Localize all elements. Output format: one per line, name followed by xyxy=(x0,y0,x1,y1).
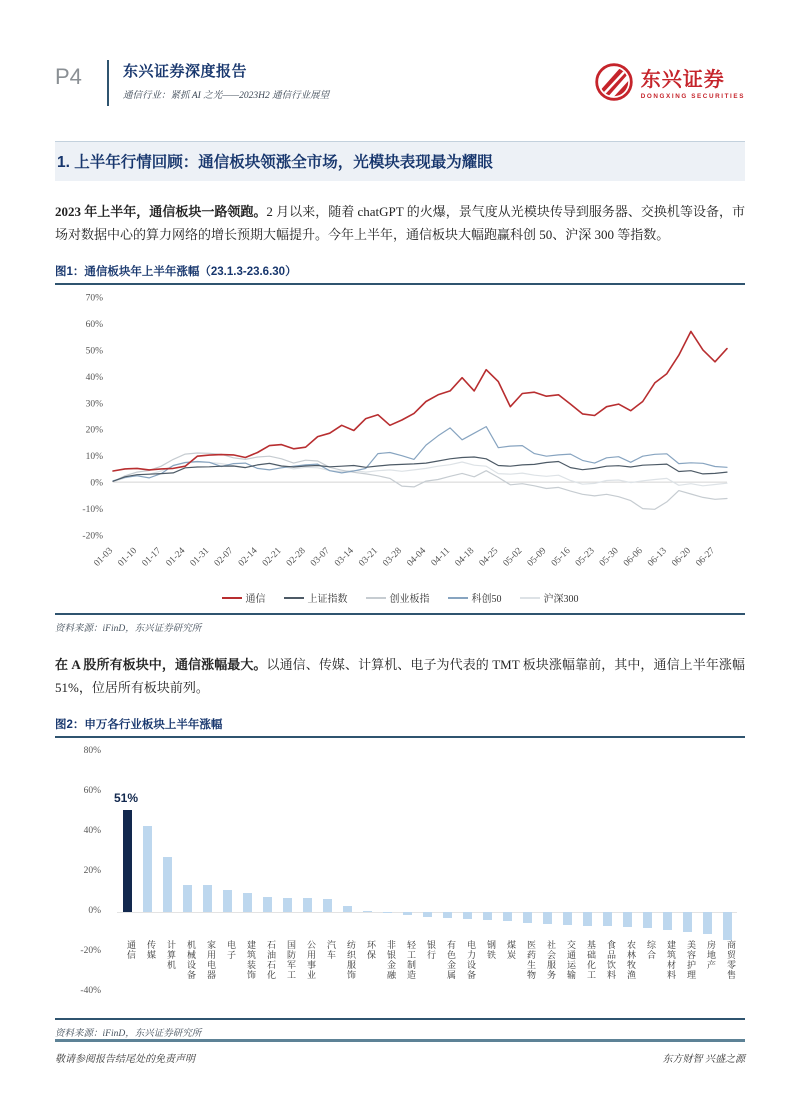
category-label: 食品饮料 xyxy=(606,940,616,980)
category-label: 环保 xyxy=(366,940,376,960)
dongxing-logo-icon xyxy=(594,62,634,107)
y-tick-label: -20% xyxy=(80,946,101,956)
bar-煤炭 xyxy=(503,912,512,921)
figure-2-title: 图2：申万各行业板块上半年涨幅 xyxy=(55,719,223,731)
category-label: 有色金属 xyxy=(446,940,456,980)
category-label: 基础化工 xyxy=(586,940,596,980)
bar-汽车 xyxy=(323,899,332,912)
svg-text:01-03: 01-03 xyxy=(92,546,116,569)
y-tick-label: 60% xyxy=(83,786,101,796)
figure-2-top-rule xyxy=(55,736,745,738)
category-label: 银行 xyxy=(426,940,436,960)
svg-text:10%: 10% xyxy=(85,452,103,463)
category-label: 煤炭 xyxy=(506,940,516,960)
category-label: 轻工制造 xyxy=(406,940,416,980)
paragraph-1 xyxy=(55,200,745,246)
svg-text:04-25: 04-25 xyxy=(477,546,501,569)
svg-text:40%: 40% xyxy=(85,372,103,383)
svg-text:06-27: 06-27 xyxy=(694,546,718,569)
svg-text:05-16: 05-16 xyxy=(549,546,573,569)
chart1-legend xyxy=(55,590,745,605)
bar-医药生物 xyxy=(523,912,532,923)
highlight-data-label: 51% xyxy=(114,791,139,805)
header-titles xyxy=(123,60,594,101)
page-number: P4 xyxy=(55,64,82,89)
svg-text:02-28: 02-28 xyxy=(284,546,308,569)
bar-食品饮料 xyxy=(603,912,612,926)
svg-text:03-07: 03-07 xyxy=(309,546,332,569)
category-label: 交通运输 xyxy=(566,940,576,980)
bar-美容护理 xyxy=(683,912,692,932)
legend-item: 沪深300 xyxy=(520,590,579,605)
svg-text:70%: 70% xyxy=(85,293,103,304)
bar-银行 xyxy=(423,912,432,917)
legend-swatch xyxy=(520,597,540,599)
svg-text:01-31: 01-31 xyxy=(188,546,212,569)
bar-社会服务 xyxy=(543,912,552,924)
category-label: 计算机 xyxy=(166,940,176,970)
category-label: 非银金融 xyxy=(386,940,396,980)
svg-text:03-14: 03-14 xyxy=(333,546,356,569)
legend-item: 通信 xyxy=(222,590,266,605)
bar-计算机 xyxy=(163,857,172,912)
legend-swatch xyxy=(284,597,304,599)
logo-cn-text: 东兴证券 xyxy=(640,68,725,91)
svg-text:03-28: 03-28 xyxy=(381,546,405,569)
bar-基础化工 xyxy=(583,912,592,926)
category-label: 公用事业 xyxy=(306,940,316,980)
category-label: 传媒 xyxy=(146,940,156,960)
bar-纺织服饰 xyxy=(343,906,352,912)
bar-建筑装饰 xyxy=(243,893,252,912)
category-label: 商贸零售 xyxy=(726,940,736,980)
bar-农林牧渔 xyxy=(623,912,632,927)
svg-text:02-14: 02-14 xyxy=(236,546,260,569)
y-tick-label: 0% xyxy=(88,906,101,916)
legend-swatch xyxy=(448,597,468,599)
svg-text:01-24: 01-24 xyxy=(164,546,188,569)
legend-item: 创业板指 xyxy=(366,590,430,605)
svg-text:30%: 30% xyxy=(85,399,103,410)
bar-石油石化 xyxy=(263,897,272,912)
category-label: 建筑材料 xyxy=(666,940,676,980)
category-label: 建筑装饰 xyxy=(246,940,256,980)
figure-2-source: 资料来源：iFinD，东兴证券研究所 xyxy=(55,1029,202,1039)
svg-text:02-21: 02-21 xyxy=(260,546,284,569)
bar-非银金融 xyxy=(383,912,392,913)
svg-text:06-20: 06-20 xyxy=(670,546,694,569)
legend-item: 上证指数 xyxy=(284,590,348,605)
footer-slogan: 东方财智 兴盛之源 xyxy=(662,1054,745,1065)
svg-text:-10%: -10% xyxy=(82,505,103,516)
svg-text:06-13: 06-13 xyxy=(646,546,669,569)
category-label: 电力设备 xyxy=(466,940,476,980)
figure-1-source: 资料来源：iFinD，东兴证券研究所 xyxy=(55,624,202,634)
industry-bar-chart xyxy=(55,746,745,1018)
legend-item: 科创50 xyxy=(448,590,502,605)
svg-text:02-07: 02-07 xyxy=(212,546,236,569)
h1-performance-line-chart xyxy=(55,285,745,587)
svg-text:05-02: 05-02 xyxy=(501,546,525,569)
company-logo xyxy=(594,62,745,107)
bar-电子 xyxy=(223,890,232,912)
y-tick-label: 40% xyxy=(83,826,101,836)
y-tick-label: 20% xyxy=(83,866,101,876)
bar-商贸零售 xyxy=(723,912,732,940)
bar-综合 xyxy=(643,912,652,928)
svg-text:05-23: 05-23 xyxy=(573,546,597,569)
bar-有色金属 xyxy=(443,912,452,918)
category-label: 通信 xyxy=(126,940,136,960)
svg-text:06-06: 06-06 xyxy=(622,546,645,569)
svg-text:01-17: 01-17 xyxy=(140,546,164,569)
bar-钢铁 xyxy=(483,912,492,920)
category-label: 医药生物 xyxy=(526,940,536,980)
category-label: 汽车 xyxy=(326,940,336,960)
section-title: 1. 上半年行情回顾：通信板块领涨全市场，光模块表现最为耀眼 xyxy=(57,154,493,171)
legend-swatch xyxy=(366,597,386,599)
paragraph-2-lead: 在 A 股所有板块中，通信涨幅最大。 xyxy=(55,657,267,672)
svg-text:05-30: 05-30 xyxy=(597,546,621,569)
figure-2 xyxy=(55,716,745,1039)
legend-swatch xyxy=(222,597,242,599)
bar-交通运输 xyxy=(563,912,572,925)
y-tick-label: 80% xyxy=(83,746,101,756)
paragraph-2-body: 以通信、传媒、计算机、电子为代表的 TMT 板块涨幅靠前，其中，通信上半年涨幅 51%，位居所有板块前列。 xyxy=(55,657,745,695)
category-label: 社会服务 xyxy=(546,940,556,980)
bar-公用事业 xyxy=(303,898,312,912)
figure-2-bottom-rule xyxy=(55,1018,745,1020)
svg-text:04-04: 04-04 xyxy=(405,546,429,569)
bar-机械设备 xyxy=(183,885,192,912)
svg-text:01-10: 01-10 xyxy=(116,546,140,569)
paragraph-1-lead: 2023 年上半年，通信板块一路领跑。 xyxy=(55,204,267,219)
report-subtitle: 通信行业：紧抓 AI 之光——2023H2 通信行业展望 xyxy=(123,91,330,101)
category-label: 房地产 xyxy=(706,940,716,970)
section-heading-band xyxy=(55,141,745,181)
y-tick-label: -40% xyxy=(80,986,101,996)
category-label: 石油石化 xyxy=(266,940,276,980)
svg-text:05-09: 05-09 xyxy=(525,546,549,569)
logo-en-text: DONGXING SECURITIES xyxy=(640,92,745,100)
category-label: 机械设备 xyxy=(186,940,196,980)
figure-1-title: 图1：通信板块年上半年涨幅（23.1.3-23.6.30） xyxy=(55,266,297,278)
bar-建筑材料 xyxy=(663,912,672,930)
bar-通信 xyxy=(123,810,132,912)
header-divider xyxy=(107,60,109,106)
page-footer xyxy=(55,1039,745,1093)
svg-text:20%: 20% xyxy=(85,425,103,436)
category-label: 国防军工 xyxy=(286,940,296,980)
report-type-title: 东兴证券深度报告 xyxy=(123,63,248,80)
category-label: 美容护理 xyxy=(686,940,696,980)
paragraph-1-body: 2 月以来，随着 chatGPT 的火爆，景气度从光模块传导到服务器、交换机等设备，市场对数据中心的算力网络的增长预期大幅提升。今年上半年，通信板块大幅跑赢科创 50、沪深 300 等指数。 xyxy=(55,204,745,242)
svg-text:50%: 50% xyxy=(85,346,103,357)
bar-国防军工 xyxy=(283,898,292,912)
category-label: 纺织服饰 xyxy=(346,940,356,980)
figure-1-bottom-rule xyxy=(55,613,745,615)
page-header xyxy=(55,60,745,107)
figure-1 xyxy=(55,263,745,634)
svg-text:04-11: 04-11 xyxy=(429,546,453,569)
svg-text:0%: 0% xyxy=(90,478,103,489)
paragraph-2 xyxy=(55,653,745,699)
footer-rule xyxy=(55,1039,745,1042)
category-label: 家用电器 xyxy=(206,940,216,980)
svg-text:04-18: 04-18 xyxy=(453,546,477,569)
svg-text:03-21: 03-21 xyxy=(357,546,381,569)
category-label: 钢铁 xyxy=(486,940,496,960)
svg-text:60%: 60% xyxy=(85,319,103,330)
category-label: 综合 xyxy=(646,940,656,960)
bar-家用电器 xyxy=(203,885,212,912)
bar-房地产 xyxy=(703,912,712,934)
bar-轻工制造 xyxy=(403,912,412,915)
bar-电力设备 xyxy=(463,912,472,919)
bar-环保 xyxy=(363,911,372,912)
footer-disclaimer: 敬请参阅报告结尾处的免责声明 xyxy=(55,1054,195,1065)
category-label: 电子 xyxy=(226,940,236,960)
category-label: 农林牧渔 xyxy=(626,940,636,980)
bar-传媒 xyxy=(143,826,152,912)
svg-text:-20%: -20% xyxy=(82,531,103,542)
